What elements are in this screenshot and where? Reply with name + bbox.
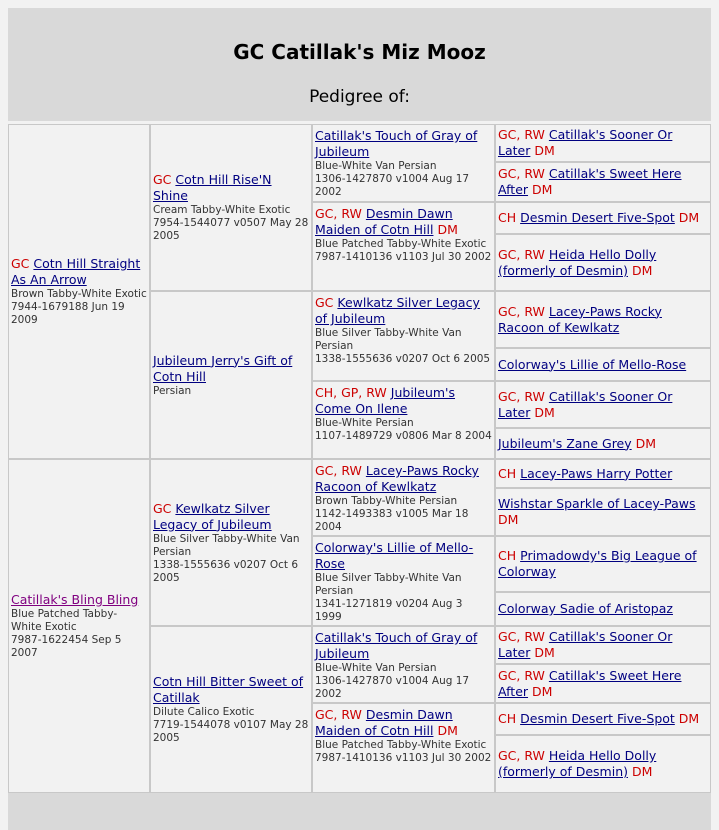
title-badge: GC <box>11 256 30 271</box>
title-badge: GC, RW <box>498 166 545 181</box>
title-badge: GC, RW <box>498 127 545 142</box>
cat-link[interactable]: Catillak's Sweet Here After <box>498 667 682 699</box>
title-badge: GC, RW <box>498 748 545 763</box>
pedigree-dam <box>8 459 150 793</box>
pedigree-ggp-8 <box>312 703 495 793</box>
pedigree-gggp-16 <box>495 735 711 793</box>
cat-link[interactable]: Jubileum's Come On Ilene <box>315 385 456 416</box>
cat-link[interactable]: Colorway's Lillie of Mello-Rose <box>498 356 687 372</box>
cat-registration: 1107-1489729 v0806 Mar 8 2004 <box>315 430 492 442</box>
cat-link[interactable]: Lacey-Paws Rocky Racoon of Kewlkatz <box>498 303 662 335</box>
pedigree-gggp-2 <box>495 162 711 202</box>
pedigree-gggp-3 <box>495 202 711 234</box>
cat-link[interactable]: Primadowdy's Big League of Colorway <box>498 548 697 579</box>
cat-color: Blue Silver Tabby-White Van Persian <box>315 327 462 352</box>
cat-link[interactable]: Catillak's Sweet Here After <box>498 166 682 197</box>
title-badge: GC <box>315 295 334 310</box>
pedigree-ggp-6 <box>312 536 495 626</box>
cat-link[interactable]: Catillak's Sooner Or Later <box>498 127 673 158</box>
cat-color: Blue-White Persian <box>315 417 414 429</box>
cat-link[interactable]: Cotn Hill Bitter Sweet of Catillak <box>153 674 304 705</box>
pedigree-gggp-1 <box>495 124 711 162</box>
dm-badge: DM <box>631 764 653 779</box>
cat-color: Brown Tabby-White Persian <box>315 495 458 507</box>
cat-color: Blue-White Van Persian <box>315 160 437 172</box>
cat-link[interactable]: Desmin Dawn Maiden of Cotn Hill <box>315 707 453 738</box>
dm-badge: DM <box>534 645 555 660</box>
dm-badge: DM <box>498 512 519 527</box>
cat-link[interactable]: Desmin Dawn Maiden of Cotn Hill <box>315 206 453 237</box>
cat-registration: 7987-1410136 v1103 Jul 30 2002 <box>315 752 492 764</box>
cat-link[interactable]: Catillak's Sooner Or Later <box>498 388 673 420</box>
cat-link[interactable]: Heida Hello Dolly (formerly of Desmin) <box>498 748 657 779</box>
title-badge: CH <box>498 548 517 563</box>
cat-registration: 7719-1544078 v0107 May 28 2005 <box>153 719 309 744</box>
pedigree-ggp-4 <box>312 381 495 459</box>
pedigree-dam-dam <box>150 626 312 793</box>
dm-badge: DM <box>631 262 653 278</box>
cat-link[interactable]: Lacey-Paws Harry Potter <box>520 465 673 481</box>
pedigree-gggp-8 <box>495 428 711 459</box>
title-badge: CH, GP, RW <box>315 385 387 400</box>
dm-badge: DM <box>437 723 458 738</box>
cat-link[interactable]: Wishstar Sparkle of Lacey-Paws <box>498 496 696 511</box>
pedigree-gggp-14 <box>495 664 711 703</box>
pedigree-gggp-9 <box>495 459 711 488</box>
page-footer <box>8 793 711 830</box>
dm-badge: DM <box>532 182 553 197</box>
pedigree-ggp-2 <box>312 202 495 291</box>
title-badge: GC, RW <box>315 463 362 478</box>
pedigree-gggp-7 <box>495 381 711 428</box>
pedigree-ggp-3 <box>312 291 495 381</box>
title-badge: GC <box>153 500 172 516</box>
pedigree-sire-dam <box>150 291 312 459</box>
cat-link[interactable]: Kewlkatz Silver Legacy of Jubileum <box>153 500 272 532</box>
title-badge: GC <box>153 172 172 187</box>
cat-color: Dilute Calico Exotic <box>153 706 255 718</box>
cat-link[interactable]: Catillak's Sooner Or Later <box>498 629 673 660</box>
cat-registration: 1338-1555636 v0207 Oct 6 2005 <box>153 558 299 584</box>
cat-color: Blue Patched Tabby-White Exotic <box>315 739 487 751</box>
cat-link[interactable]: Catillak's Touch of Gray of Jubileum <box>315 630 478 661</box>
dm-badge: DM <box>437 222 458 237</box>
page-subtitle: Pedigree of: <box>309 87 410 107</box>
pedigree-ggp-7 <box>312 626 495 703</box>
title-badge: GC, RW <box>315 707 362 722</box>
cat-color: Blue Silver Tabby-White Van Persian <box>315 572 462 597</box>
cat-link[interactable]: Colorway's Lillie of Mello-Rose <box>315 540 474 571</box>
cat-registration: 1306-1427870 v1004 Aug 17 2002 <box>315 675 470 700</box>
cat-link[interactable]: Jubileum Jerry's Gift of Cotn Hill <box>153 352 293 384</box>
cat-link[interactable]: Desmin Desert Five-Spot <box>520 210 675 225</box>
dm-badge: DM <box>678 711 700 726</box>
dm-badge: DM <box>532 683 553 699</box>
cat-registration: 1142-1493383 v1005 Mar 18 2004 <box>315 508 469 533</box>
cat-registration: 7944-1679188 Jun 19 2009 <box>11 301 125 326</box>
title-badge: CH <box>498 465 517 481</box>
cat-color: Blue Patched Tabby-White Exotic <box>315 238 487 250</box>
cat-link[interactable]: Lacey-Paws Rocky Racoon of Kewlkatz <box>315 463 479 494</box>
cat-link[interactable]: Jubileum's Zane Grey <box>498 435 632 451</box>
cat-color: Persian <box>153 384 192 397</box>
cat-link[interactable]: Desmin Desert Five-Spot <box>520 711 675 726</box>
cat-link[interactable]: Cotn Hill Rise'N Shine <box>153 172 272 203</box>
pedigree-gggp-12 <box>495 592 711 626</box>
pedigree-sire <box>8 124 150 459</box>
cat-color: Cream Tabby-White Exotic <box>153 204 291 216</box>
pedigree-ggp-1 <box>312 124 495 202</box>
pedigree-gggp-4 <box>495 234 711 291</box>
page-header <box>8 8 711 121</box>
cat-color: Blue-White Van Persian <box>315 662 437 674</box>
cat-color: Blue Silver Tabby-White Van Persian <box>153 532 300 558</box>
cat-link[interactable]: Catillak's Bling Bling <box>11 592 139 607</box>
cat-registration: 7954-1544077 v0507 May 28 2005 <box>153 217 309 242</box>
title-badge: GC, RW <box>498 629 545 644</box>
pedigree-gggp-15 <box>495 703 711 735</box>
title-badge: GC, RW <box>498 667 545 683</box>
dm-badge: DM <box>534 143 555 158</box>
pedigree-sire-sire <box>150 124 312 291</box>
pedigree-gggp-10 <box>495 488 711 536</box>
pedigree-gggp-5 <box>495 291 711 348</box>
pedigree-gggp-11 <box>495 536 711 592</box>
page-title: GC Catillak's Miz Mooz <box>233 40 486 64</box>
cat-link[interactable]: Heida Hello Dolly (formerly of Desmin) <box>498 246 657 278</box>
title-badge: GC, RW <box>315 206 362 221</box>
title-badge: CH <box>498 210 517 225</box>
cat-color: Brown Tabby-White Exotic <box>11 288 147 300</box>
title-badge: CH <box>498 711 517 726</box>
pedigree-dam-sire <box>150 459 312 626</box>
cat-link[interactable]: Catillak's Touch of Gray of Jubileum <box>315 128 478 159</box>
cat-link[interactable]: Colorway Sadie of Aristopaz <box>498 601 673 616</box>
cat-link[interactable]: Cotn Hill Straight As An Arrow <box>11 256 141 287</box>
cat-registration: 1338-1555636 v0207 Oct 6 2005 <box>315 353 491 365</box>
title-badge: GC, RW <box>498 246 545 262</box>
cat-registration: 1306-1427870 v1004 Aug 17 2002 <box>315 173 470 198</box>
title-badge: GC, RW <box>498 388 545 404</box>
cat-registration: 7987-1410136 v1103 Jul 30 2002 <box>315 251 492 263</box>
pedigree-ggp-5 <box>312 459 495 536</box>
cat-registration: 1341-1271819 v0204 Aug 3 1999 <box>315 598 463 623</box>
cat-registration: 7987-1622454 Sep 5 2007 <box>11 634 122 659</box>
cat-link[interactable]: Kewlkatz Silver Legacy of Jubileum <box>315 295 480 326</box>
pedigree-gggp-13 <box>495 626 711 664</box>
pedigree-gggp-6 <box>495 348 711 381</box>
dm-badge: DM <box>678 210 700 225</box>
dm-badge: DM <box>534 404 555 420</box>
dm-badge: DM <box>635 435 657 451</box>
title-badge: GC, RW <box>498 303 545 319</box>
cat-color: Blue Patched Tabby-White Exotic <box>11 608 118 633</box>
